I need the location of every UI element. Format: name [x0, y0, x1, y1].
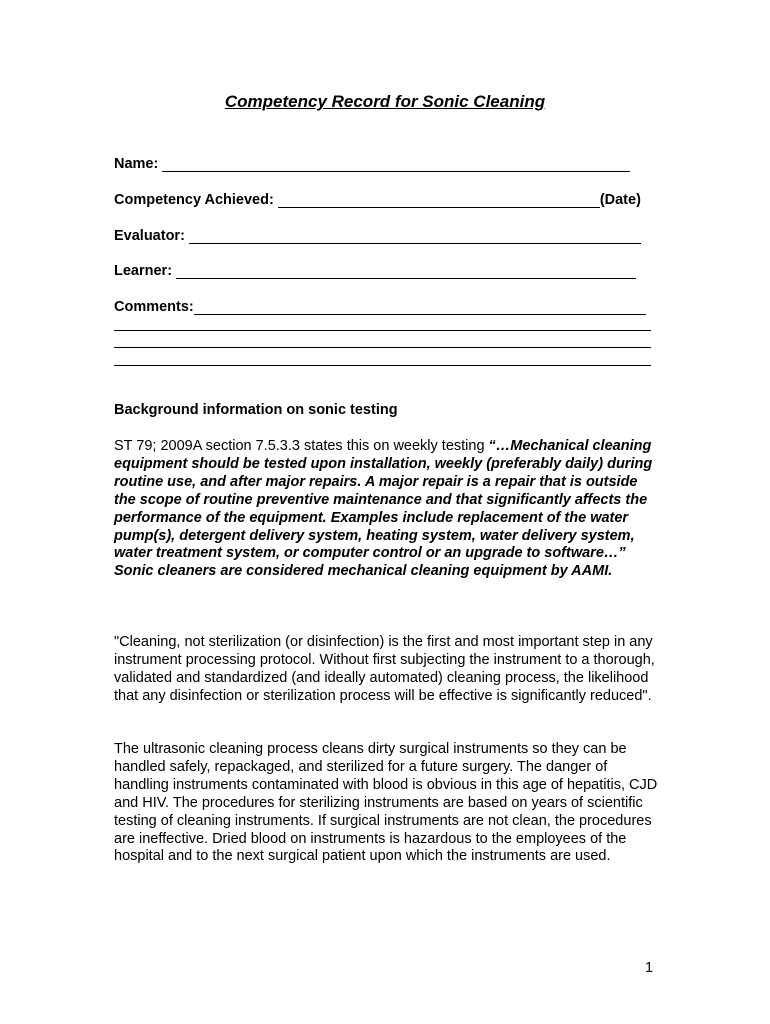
background-paragraph-2: "Cleaning, not sterilization (or disinfection) is the first and most important step in any instrument processing protocol. Without first subjecting the instrument to a thorough, validated and standardized (and ideally automated) cleaning process, the likelihood that any disinfection or sterilization process will be effective is significantly reduced". [114, 634, 655, 704]
background-paragraph-3: The ultrasonic cleaning process cleans dirty surgical instruments so they can be handled safely, repackaged, and sterilized for a future surgery. The danger of handling instruments contaminated with blood is obvious in this age of hepatitis, CJD and HIV. The procedures for sterilizing instruments are based on years of scientific testing of cleaning instruments. If surgical instruments are not clean, the procedures are ineffective. Dried blood on instruments is hazardous to the employees of the hospital and to the next surgical patient upon which the instruments are used. [114, 741, 658, 865]
comments-line-3[interactable] [114, 347, 651, 348]
comments-label: Comments: [114, 299, 194, 315]
competency-field-row [114, 188, 641, 208]
learner-field[interactable] [176, 262, 636, 279]
learner-field-row [114, 259, 636, 279]
background-paragraph-1 [114, 438, 662, 581]
name-field[interactable] [162, 155, 630, 172]
evaluator-field[interactable] [189, 227, 641, 244]
comments-line-4[interactable] [114, 365, 651, 366]
background-heading: Background information on sonic testing [114, 402, 398, 418]
page-number: 1 [645, 960, 654, 976]
name-field-row [114, 152, 630, 172]
comments-field-row [114, 295, 646, 315]
competency-label: Competency Achieved: [114, 192, 274, 208]
learner-label: Learner: [114, 263, 173, 279]
evaluator-field-row [114, 224, 641, 244]
competency-date-field[interactable] [278, 191, 600, 208]
para1-intro: ST 79; 2009A section 7.5.3.3 states this on weekly testing [114, 438, 489, 454]
evaluator-label: Evaluator: [114, 228, 185, 244]
page-title: Competency Record for Sonic Cleaning [224, 92, 546, 111]
comments-field[interactable] [194, 298, 646, 315]
name-label: Name: [114, 156, 159, 172]
comments-line-2[interactable] [114, 330, 651, 331]
para1-quote: “…Mechanical cleaning equipment should be tested upon installation, weekly (preferably daily) during routine use, and after major repairs. A major repair is a repair that is outside the scope of routine preventive maintenance and that significantly affects the performance of the equipment. Examples include replacement of the water pump(s), detergent delivery system, heating system, water delivery system, water treatment system, or computer control or an upgrade to software…” Sonic cleaners are considered mechanical cleaning equipment by AAMI. [114, 438, 653, 580]
date-suffix: (Date) [599, 192, 641, 208]
